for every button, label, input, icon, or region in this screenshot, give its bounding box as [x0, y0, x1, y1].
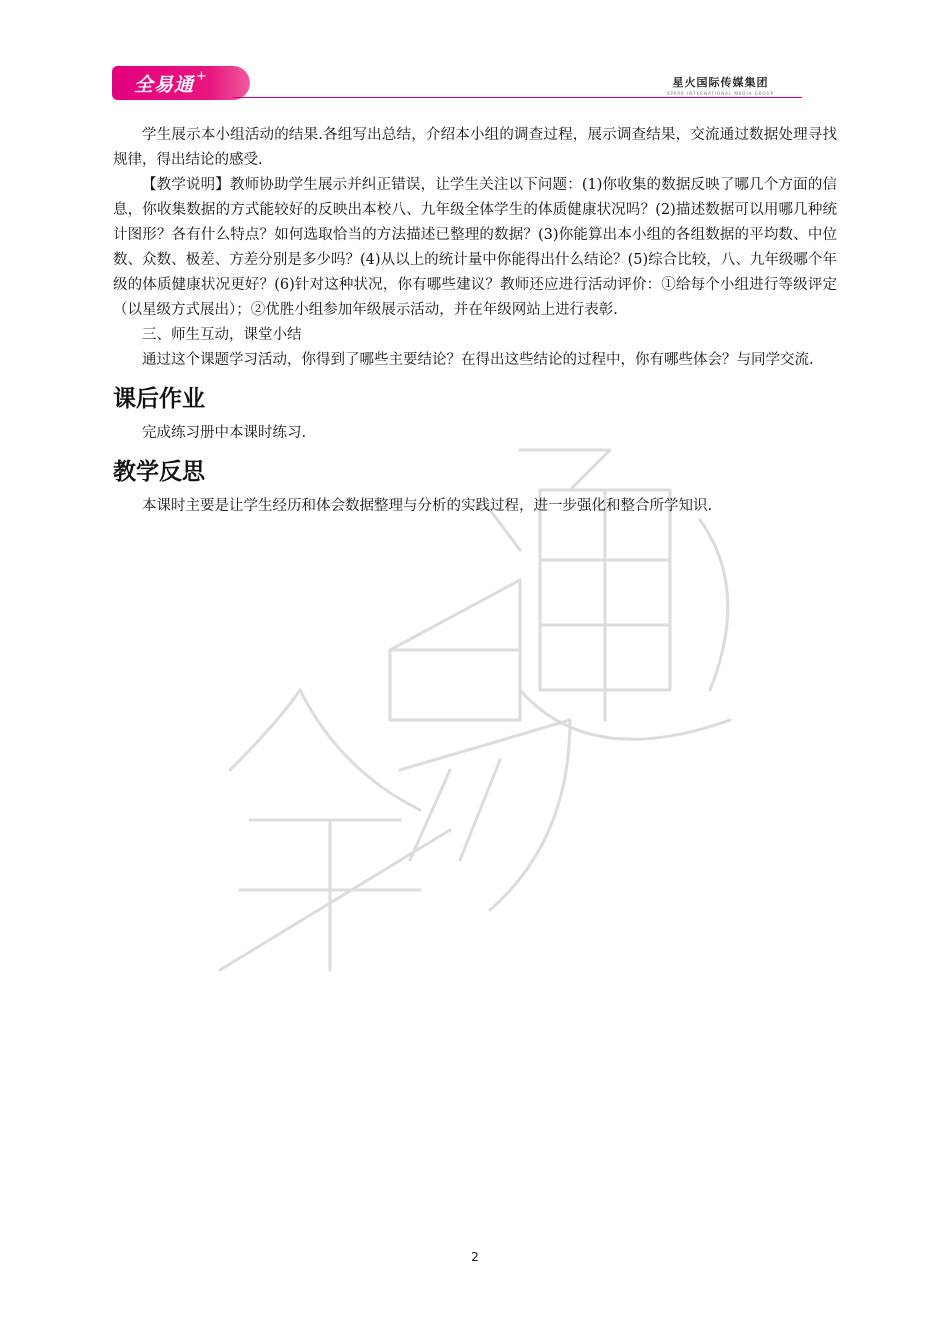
publisher-brand — [667, 74, 774, 96]
logo-plus: + — [196, 68, 207, 84]
header-divider — [232, 97, 802, 98]
brand-logo — [112, 66, 250, 100]
publisher-name-cn: 星火国际传媒集团 — [672, 76, 769, 89]
document-body — [113, 123, 837, 519]
paragraph-summary-question: 通过这个课题学习活动，你得到了哪些主要结论？在得出这些结论的过程中，你有哪些体会？与同学交流. — [142, 352, 814, 368]
heading-homework: 课后作业 — [113, 386, 205, 412]
page-header — [112, 66, 802, 102]
publisher-name-en: SPARK INTERNATIONAL MEDIA GROUP — [666, 91, 774, 96]
paragraph-teaching-note: 【教学说明】教师协助学生展示并纠正错误，让学生关注以下问题：(1)你收集的数据反映了哪几个方面的信息，你收集数据的方式能较好的反映出本校八、九年级全体学生的体质健康状况吗？(2)描述数据可以用哪几种统计图形？各有什么特点？如何选取恰当的方法描述已整理的数据？(3)你能算出本小组的各组数据的平均数、中位数、众数、极差、方差分别是多少吗？(4)从以上的统计量中你能得出什么结论？(5)综合比较，八、九年级哪个年级的体质健康状况更好？(6)针对这种状况，你有哪些建议？教师还应进行活动评价：①给每个小组进行等级评定（以星级方式展出）；②优胜小组参加年级展示活动，并在年级网站上进行表彰. — [113, 177, 837, 318]
page-number: 2 — [471, 1250, 479, 1264]
heading-reflection: 教学反思 — [113, 459, 205, 485]
paragraph-reflection: 本课时主要是让学生经历和体会数据整理与分析的实践过程，进一步强化和整合所学知识. — [142, 498, 713, 514]
paragraph-student-presentation: 学生展示本小组活动的结果.各组写出总结，介绍本小组的调查过程，展示调查结果，交流通过数据处理寻找规律，得出结论的感受. — [113, 127, 837, 168]
paragraph-homework: 完成练习册中本课时练习. — [142, 425, 307, 441]
paragraph-section-three: 三、师生互动，课堂小结 — [142, 327, 302, 343]
logo-text: 全易通 — [134, 73, 195, 96]
